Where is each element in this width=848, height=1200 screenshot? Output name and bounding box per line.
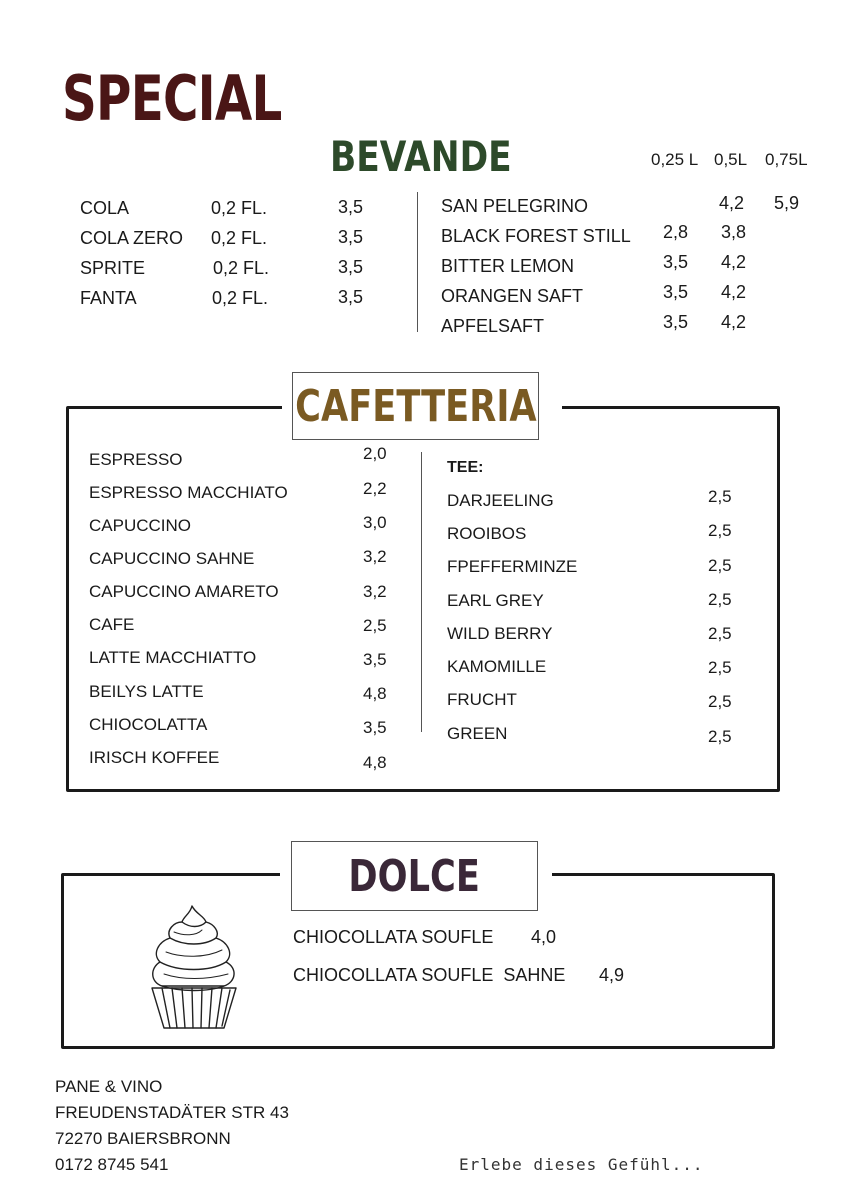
- page-title: SPECIAL: [62, 62, 282, 135]
- coffee-price: 3,0: [363, 513, 387, 532]
- drink-name: COLA: [80, 198, 130, 218]
- tea-name: WILD BERRY: [447, 624, 553, 643]
- cafe-divider: [421, 452, 422, 732]
- drink-price: 3,5: [338, 227, 364, 247]
- restaurant-name: PANE & VINO: [55, 1077, 163, 1096]
- coffee-price: 3,2: [363, 547, 387, 566]
- dessert-price: 4,9: [599, 965, 625, 985]
- coffee-price: 3,5: [363, 718, 387, 737]
- dessert-price: 4,0: [531, 927, 557, 947]
- drink-size: 0,2 FL.: [211, 228, 268, 248]
- coffee-name: BEILYS LATTE: [89, 682, 204, 701]
- drink-price-075: 5,9: [774, 193, 800, 213]
- drink-price-05: 3,8: [721, 222, 747, 242]
- drink-name: APFELSAFT: [441, 316, 545, 336]
- cafe-section-title: [292, 372, 539, 440]
- phone-number: 0172 8745 541: [55, 1155, 169, 1174]
- tea-name: KAMOMILLE: [447, 657, 547, 676]
- volume-header-05: 0,5L: [714, 150, 748, 169]
- coffee-name: CAFE: [89, 615, 135, 634]
- coffee-price: 3,2: [363, 582, 387, 601]
- dessert-name: CHIOCOLLATA SOUFLE: [293, 927, 494, 947]
- drink-price-05: 4,2: [721, 282, 747, 302]
- drink-price-025: 3,5: [663, 312, 689, 332]
- tea-name: FPEFFERMINZE: [447, 557, 578, 576]
- drink-price-05: 4,2: [721, 312, 747, 332]
- coffee-name: ESPRESSO MACCHIATO: [89, 483, 288, 502]
- coffee-price: 2,0: [363, 444, 387, 463]
- cafe-title-text: CAFETTERIA: [294, 380, 537, 432]
- volume-header-025: 0,25 L: [651, 150, 699, 169]
- address-street: FREUDENSTADÄTER STR 43: [55, 1103, 289, 1122]
- drink-size: 0,2 FL.: [212, 288, 269, 308]
- coffee-price: 2,2: [363, 479, 387, 498]
- drink-price-025: 3,5: [663, 282, 689, 302]
- coffee-name: IRISCH KOFFEE: [89, 748, 220, 767]
- coffee-price: 2,5: [363, 616, 387, 635]
- drinks-divider: [417, 192, 418, 332]
- volume-header-075: 0,75L: [765, 150, 808, 169]
- drink-name: ORANGEN SAFT: [441, 286, 584, 306]
- coffee-name: LATTE MACCHIATTO: [89, 648, 257, 667]
- coffee-name: CAPUCCINO AMARETO: [89, 582, 279, 601]
- tea-name: FRUCHT: [447, 690, 517, 709]
- coffee-name: ESPRESSO: [89, 450, 183, 469]
- dolce-section-title: [291, 841, 538, 911]
- drink-price-025: 2,8: [663, 222, 689, 242]
- coffee-price: 3,5: [363, 650, 387, 669]
- tea-name: DARJEELING: [447, 491, 554, 510]
- drink-price-05: 4,2: [721, 252, 747, 272]
- tea-price: 2,5: [708, 521, 732, 540]
- drink-name: BLACK FOREST STILL: [441, 226, 631, 246]
- coffee-price: 4,8: [363, 684, 387, 703]
- tea-name: EARL GREY: [447, 591, 544, 610]
- tea-price: 2,5: [708, 487, 732, 506]
- coffee-name: CAPUCCINO SAHNE: [89, 549, 255, 568]
- dessert-name: CHIOCOLLATA SOUFLE SAHNE: [293, 965, 566, 985]
- coffee-name: CAPUCCINO: [89, 516, 192, 535]
- tea-price: 2,5: [708, 590, 732, 609]
- tea-price: 2,5: [708, 658, 732, 677]
- coffee-price: 4,8: [363, 753, 387, 772]
- drink-name: SPRITE: [80, 258, 146, 278]
- tea-price: 2,5: [708, 624, 732, 643]
- tea-price: 2,5: [708, 727, 732, 746]
- drink-price-05: 4,2: [719, 193, 745, 213]
- tagline: Erlebe dieses Gefühl...: [459, 1155, 704, 1174]
- drink-price-025: 3,5: [663, 252, 689, 272]
- drink-size: 0,2 FL.: [211, 198, 268, 218]
- tea-price: 2,5: [708, 556, 732, 575]
- drink-price: 3,5: [338, 287, 364, 307]
- drink-price: 3,5: [338, 257, 364, 277]
- tea-name: ROOIBOS: [447, 524, 527, 543]
- drinks-section-title: BEVANDE: [330, 132, 512, 181]
- tea-name: GREEN: [447, 724, 508, 743]
- tea-price: 2,5: [708, 692, 732, 711]
- cupcake-icon: [144, 902, 244, 1034]
- drink-name: FANTA: [80, 288, 137, 308]
- coffee-name: CHIOCOLATTA: [89, 715, 208, 734]
- drink-name: BITTER LEMON: [441, 256, 575, 276]
- address-city: 72270 BAIERSBRONN: [55, 1129, 231, 1148]
- drink-name: COLA ZERO: [80, 228, 184, 248]
- drink-name: SAN PELEGRINO: [441, 196, 589, 216]
- drink-price: 3,5: [338, 197, 364, 217]
- dolce-title-text: DOLCE: [348, 850, 481, 902]
- drink-size: 0,2 FL.: [213, 258, 270, 278]
- tea-label: TEE:: [447, 459, 484, 476]
